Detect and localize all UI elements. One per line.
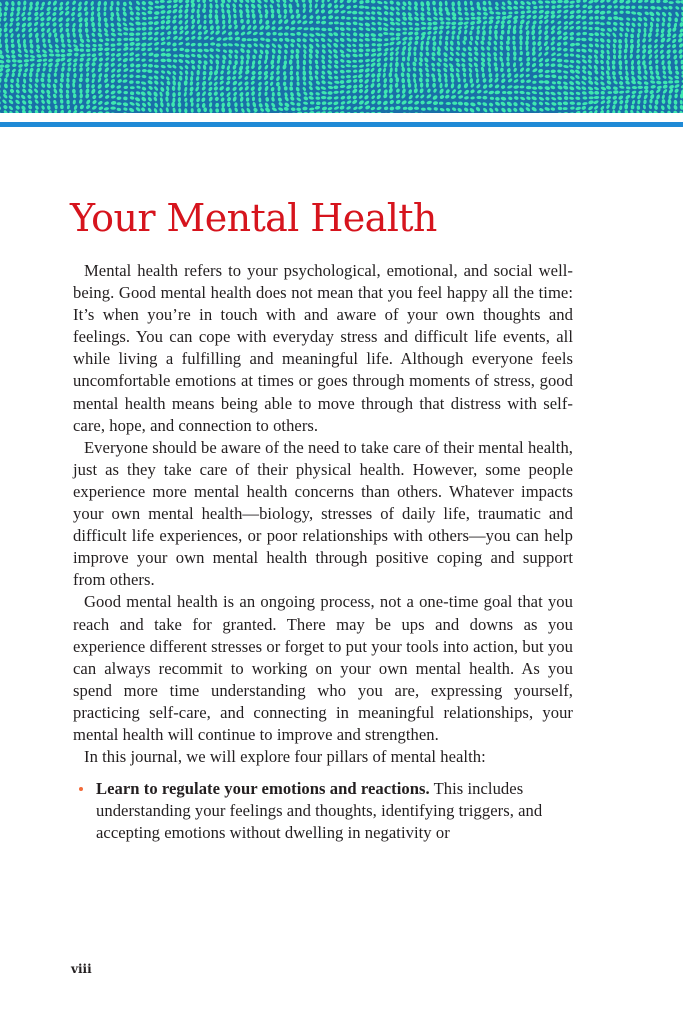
body-text	[73, 260, 573, 844]
list-item-heading: Learn to regulate your emotions and reactions.	[96, 779, 430, 799]
paragraph-ongoing-process: Good mental health is an ongoing process, not a one-time goal that you reach and take for granted. There may be ups and downs as you experience different stresses or forget to put your tools into action, but you can always recommit to working on your own mental health. As you spend more time understanding who you are, expressing yourself, practicing self-care, and connecting in meaningful relationships, your mental health will continue to improve and strengthen.	[73, 592, 573, 744]
paragraph-definition: Mental health refers to your psychological, emotional, and social well-being. Good mental health does not mean that you feel happy all the time: It’s when you’re in touch with and aware of your own thoughts and feelings. You can cope with everyday stress and difficult life events, all while living a fulfilling and meaningful life. Although everyone feels uncomfortable emotions at times or goes through moments of stress, good mental health means being able to move through that distress with self-care, hope, and connection to others.	[73, 261, 573, 435]
bullet-dot-icon	[79, 787, 83, 791]
page-title: Your Mental Health	[70, 196, 437, 240]
page-number: viii	[71, 962, 92, 976]
pillars-list	[73, 778, 573, 844]
paragraph-four-pillars-intro: In this journal, we will explore four pillars of mental health:	[84, 747, 486, 767]
header-pattern-band	[0, 0, 683, 113]
teal-dot-pattern	[0, 0, 683, 113]
list-item	[96, 778, 573, 844]
header-divider-rule	[0, 122, 683, 127]
pattern-dots	[0, 0, 683, 113]
paragraph-awareness: Everyone should be aware of the need to take care of their mental health, just as they take care of their physical health. However, some people experience more mental health concerns than others. Whatever impacts your own mental health—biology, stresses of daily life, traumatic and difficult life experiences, or poor relationships with others—you can help improve your own mental health through positive coping and support from others.	[73, 437, 573, 590]
list-item-text: This includes understanding your feelings and thoughts, identifying triggers, and accepting emotions without dwelling in negativity or	[96, 779, 543, 843]
